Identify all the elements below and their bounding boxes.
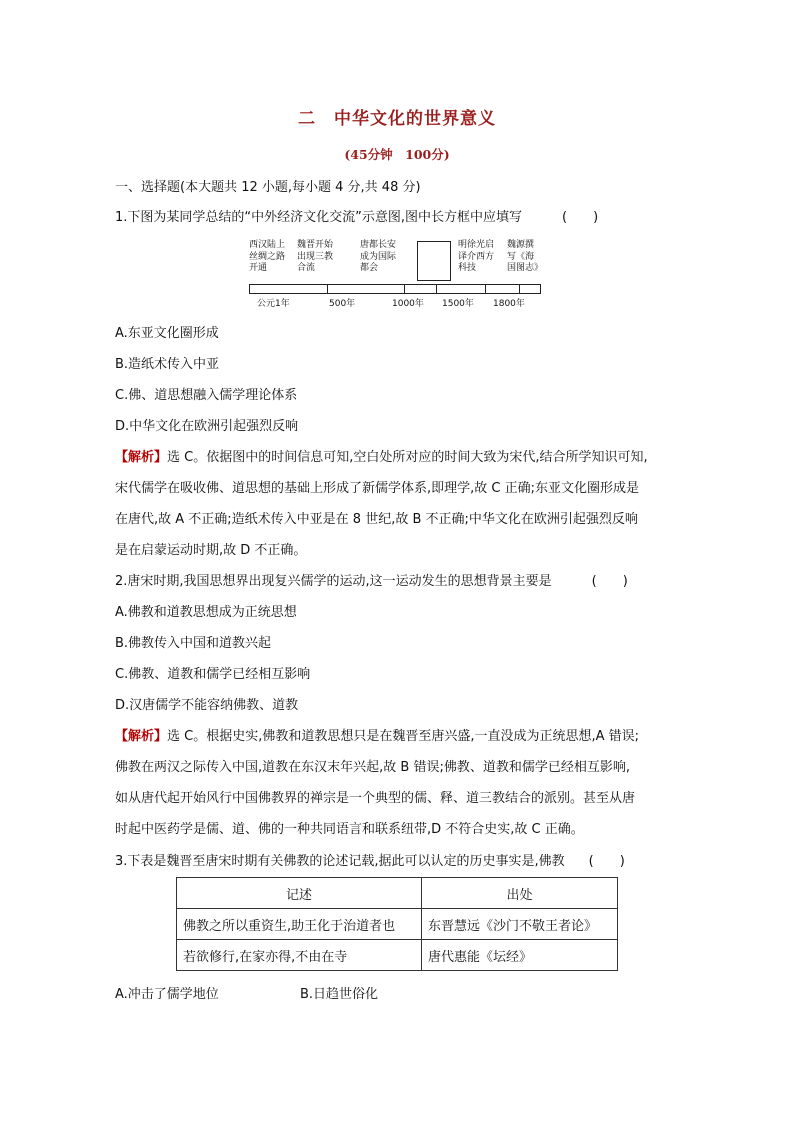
q3-answer-paren: ( ) <box>588 854 625 869</box>
timeline-tick-label: 1000年 <box>392 299 424 309</box>
page-title: 二 中华文化的世界意义 <box>298 109 496 129</box>
timeline-tick-label: 1800年 <box>493 299 525 309</box>
table-cell: 若欲修行,在家亦得,不由在寺 <box>177 940 422 971</box>
table-row <box>177 909 618 940</box>
q1-timeline-diagram <box>249 240 544 310</box>
table-header: 记述 <box>177 878 422 909</box>
q1-option-b: B.造纸术传入中亚 <box>115 357 220 372</box>
table-cell: 东晋慧远《沙门不敬王者论》 <box>422 909 618 940</box>
q1-analysis-line-3: 在唐代,故 A 不正确;造纸术传入中亚是在 8 世纪,故 B 不正确;中华文化在欧洲引起强烈反响 <box>115 512 638 527</box>
table-header: 出处 <box>422 878 618 909</box>
q1-option-c: C.佛、道思想融入儒学理论体系 <box>115 388 298 403</box>
q3-stem-text: 3.下表是魏晋至唐宋时期有关佛教的论述记载,据此可以认定的历史事实是,佛教 <box>115 854 565 869</box>
timeline-event-5: 魏源撰 写《海 国图志》 <box>507 240 544 273</box>
timeline-tick-mark <box>436 284 437 294</box>
q2-option-b: B.佛教传入中国和道教兴起 <box>115 636 272 651</box>
q2-analysis-line-3: 如从唐代起开始风行中国佛教界的禅宗是一个典型的儒、释、道三教结合的派别。甚至从唐 <box>115 791 636 806</box>
analysis-tag: 【解析】 <box>115 450 168 465</box>
analysis-tag: 【解析】 <box>115 729 168 744</box>
timeline-event-2: 魏晋开始 出现三教 合流 <box>297 240 334 273</box>
timeline-tick-label: 公元1年 <box>257 299 290 309</box>
q1-answer-paren: ( ) <box>562 210 599 225</box>
timeline-tick-mark <box>519 284 520 294</box>
q3-option-b: B.日趋世俗化 <box>300 987 379 1002</box>
q1-analysis-line-4: 是在启蒙运动时期,故 D 不正确。 <box>115 543 307 558</box>
q3-table <box>176 877 618 971</box>
timeline-tick-mark <box>404 284 405 294</box>
q2-analysis-line-4: 时起中医药学是儒、道、佛的一种共同语言和联系纽带,D 不符合史实,故 C 正确。 <box>115 822 584 837</box>
section-heading: 一、选择题(本大题共 12 小题,每小题 4 分,共 48 分) <box>115 180 421 195</box>
timeline-tick-mark <box>485 284 486 294</box>
q2-analysis-line-2: 佛教在两汉之际传入中国,道教在东汉末年兴起,故 B 错误;佛教、道教和儒学已经相互影响, <box>115 760 630 775</box>
q2-stem <box>115 570 628 589</box>
table-header-row <box>177 878 618 909</box>
table-cell: 唐代惠能《坛经》 <box>422 940 618 971</box>
timeline-tick-mark <box>327 284 328 294</box>
q1-analysis-line-1 <box>115 446 648 465</box>
q1-option-a: A.东亚文化圈形成 <box>115 326 219 341</box>
q3-stem <box>115 850 625 869</box>
analysis-text: 选 C。依据图中的时间信息可知,空白处所对应的时间大致为宋代,结合所学知识可知, <box>167 450 648 465</box>
q2-stem-text: 2.唐宋时期,我国思想界出现复兴儒学的运动,这一运动发生的思想背景主要是 <box>115 574 552 589</box>
q1-analysis-line-2: 宋代儒学在吸收佛、道思想的基础上形成了新儒学体系,即理学,故 C 正确;东亚文化圈形成是 <box>115 481 639 496</box>
timeline-tick-label: 500年 <box>329 299 356 309</box>
q1-stem-text: 1.下图为某同学总结的“中外经济文化交流”示意图,图中长方框中应填写 <box>115 210 523 225</box>
timeline-tick-label: 1500年 <box>442 299 474 309</box>
table-cell: 佛教之所以重资生,助王化于治道者也 <box>177 909 422 940</box>
table-row <box>177 940 618 971</box>
q1-option-d: D.中华文化在欧洲引起强烈反响 <box>115 419 299 434</box>
q3-option-a: A.冲击了儒学地位 <box>115 987 219 1002</box>
timeline-bar <box>249 284 541 294</box>
q2-option-a: A.佛教和道教思想成为正统思想 <box>115 605 297 620</box>
q2-option-c: C.佛教、道教和儒学已经相互影响 <box>115 667 311 682</box>
timeline-event-3: 唐都长安 成为国际 都会 <box>360 240 397 273</box>
q2-answer-paren: ( ) <box>591 574 628 589</box>
timeline-event-4: 明徐光启 译介西方 科技 <box>458 240 495 273</box>
analysis-text: 选 C。根据史实,佛教和道教思想只是在魏晋至唐兴盛,一直没成为正统思想,A 错误; <box>167 729 640 744</box>
q2-option-d: D.汉唐儒学不能容纳佛教、道教 <box>115 698 299 713</box>
page-subtitle: (45分钟 100分) <box>344 147 450 162</box>
timeline-blank-box <box>417 241 451 281</box>
q1-stem <box>115 206 598 225</box>
timeline-event-1: 西汉陆上 丝绸之路 开通 <box>249 240 286 273</box>
q2-analysis-line-1 <box>115 725 639 744</box>
